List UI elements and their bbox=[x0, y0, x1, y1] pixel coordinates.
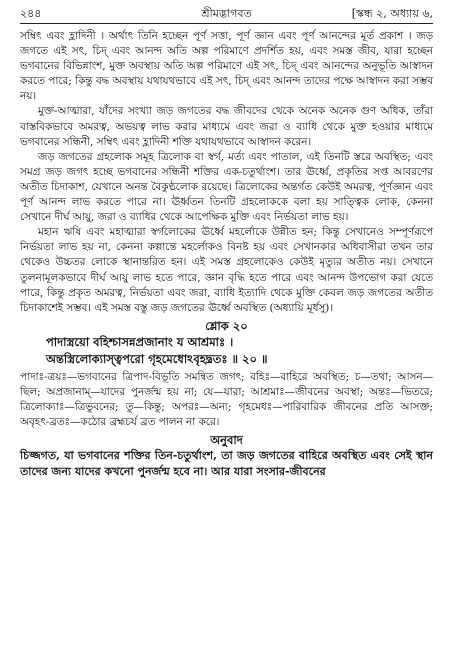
purport-paragraph: জড় জগতের গ্রহলোক সমূহ ত্রিলোক বা স্বর্গ, মর্ত্য এবং পাতাল, এই তিনটি স্তরে অবস্থিত; এবং সমগ্র জড় জগৎ হচ্ছে ভগবানের সন্ধিনী শক্তির এক-চতুর্থাংশ। তার ঊর্ধ্বে, প্রকৃতির সপ্ত আবরণের অতীত চিদাকাশ, যেখানে অনন্ত বৈকুণ্ঠলোক রয়েছে। ত্রিলোকের অন্তর্গত কেউই অমরত্ব, পূর্ণজ্ঞান এবং পূর্ণ আনন্দ লাভ করতে পারে না। ঊর্ধ্বতন তিনটি গ্রহলোককে বলা হয় সাত্ত্বিক লোক, কেননা সেখানে দীর্ঘ আয়ু, জরা ও ব্যাধির থেকে আপেক্ষিক মুক্তি এবং নির্ভয়তা লাভ হয়। bbox=[20, 150, 433, 224]
verse-line: অন্তস্ত্রিলোক্যাস্ত্বপরো গৃহমেধোঽবৃহদ্ব্রতঃ ॥ ২০ ॥ bbox=[46, 351, 268, 366]
synonyms-text: পাদাঃ-ত্রয়ঃ—ভগবানের ত্রিপাদ-বিভূতি সমন্বিত জগৎ; বহিঃ—বাহিরে অবস্থিত; চ—তথা; আসন—ছিল; অপ্রজানাম্—যাদের পুনর্জন্ম হয় না; যে—যারা; আশ্রমাঃ—জীবনের অবস্থা; অন্তঃ—ভিতরে; ত্রিলোক্যাঃ—ত্রিভুবনের; তু—কিন্তু; অপরঃ—অন্য; গৃহমেধঃ—পারিবারিক জীবনের প্রতি আসক্ত; অবৃহৎ-ব্রতঃ—কঠোর ব্রহ্মচর্য ব্রত পালন না করে। bbox=[20, 370, 433, 429]
purport-paragraph: মুক্ত-আত্মারা, যাঁদের সংখ্যা জড় জগতের বদ্ধ জীবদের থেকে অনেক অনেক গুণ অধিক, তাঁরা বাস্তবিকভাবে অমরত্ব, অভয়ত্ব লাভ করার মাধ্যমে এবং জরা ও ব্যাধি থেকে মুক্ত হওয়ার মাধ্যমে ভগবানের সন্ধিনী, সম্বিৎ এবং হ্লাদিনী শক্তি যথাযথভাবে আস্বাদন করেন। bbox=[20, 105, 433, 148]
verse-heading: শ্লোক ২০ bbox=[205, 318, 248, 333]
book-title: শ্রীমদ্ভাগবত bbox=[201, 7, 252, 20]
synonyms-block bbox=[20, 370, 433, 430]
translation-heading: অনুবাদ bbox=[210, 433, 243, 448]
translation-block bbox=[20, 448, 433, 480]
verse-line: পাদাস্ত্রয়ো বহিশ্চাসন্নপ্রজানাং য আশ্রমাঃ । bbox=[46, 334, 234, 349]
purport-paragraph: সম্বিৎ এবং হ্লাদিনী । অর্থাৎ তিনি হচ্ছেন পূর্ণ সত্তা, পূর্ণ জ্ঞান এবং পূর্ণ আনন্দের মূর্ত প্রকাশ । জড় জগতে এই সৎ, চিদ্ এবং আনন্দ অতি অল্প পরিমাণে প্রদর্শিত হয়, এবং সমস্ত জীব, যারা হচ্ছেন ভগবানের বিভিন্নাংশ, মুক্ত অবস্থায় অতি অল্প পরিমাণে এই সৎ, চিদ্ এবং আনন্দের অনুভূতি আস্বাদন করতে পারে; কিন্তু বদ্ধ অবস্থায় যথাযথভাবে এই সৎ, চিদ্ এবং আনন্দ তাদের পক্ষে আস্বাদন করা সম্ভব নয়। bbox=[20, 30, 433, 103]
page-header bbox=[20, 6, 433, 24]
page-number: ২৪৪ bbox=[20, 7, 42, 20]
section-reference: [স্কন্ধ ২, অধ্যায় ৬, bbox=[351, 7, 433, 20]
purport-body bbox=[20, 29, 433, 316]
translation-text: চিজ্জগত, যা ভগবানের শক্তির তিন-চতুর্থাংশ, তা জড় জগতের বাহিরে অবস্থিত এবং সেই স্থান তাদের জন্য যাদের কখনো পুনর্জন্ম হবে না। আর যারা সংসার-জীবনের bbox=[20, 449, 433, 479]
purport-paragraph: মহান ঋষি এবং মহাত্মারা স্বর্গলোকের ঊর্ধ্বে মহর্লোকে উন্নীত হন; কিন্তু সেখানেও সম্পূর্ণরূপে নির্ভয়তা লাভ হয় না, কেননা কল্পান্তে মহর্লোকও বিনষ্ট হয় এবং সেখানকার অধিবাসীরা তখন তার থেকেও উচ্চতর লোকে স্থানান্তরিত হন। এই সমস্ত গ্রহলোকেও কেউই মৃত্যুর অতীত নয়। সেখানে তুলনামূলকভাবে দীর্ঘ আয়ু লাভ হতে পারে, জ্ঞান বৃদ্ধি হতে পারে এবং আনন্দ উপভোগ করা যেতে পারে, কিন্তু প্রকৃত অমরত্ব, নির্ভয়তা এবং জরা, ব্যাধি ইত্যাদি থেকে মুক্তি কেবল জড় জগতের অতীত চিদাকাশেই সম্ভব। এই সমস্ত বস্তু জড় জগতের ঊর্ধ্বে অবস্থিত (অধ্যায়ি মূর্ধসু)। bbox=[20, 226, 433, 314]
